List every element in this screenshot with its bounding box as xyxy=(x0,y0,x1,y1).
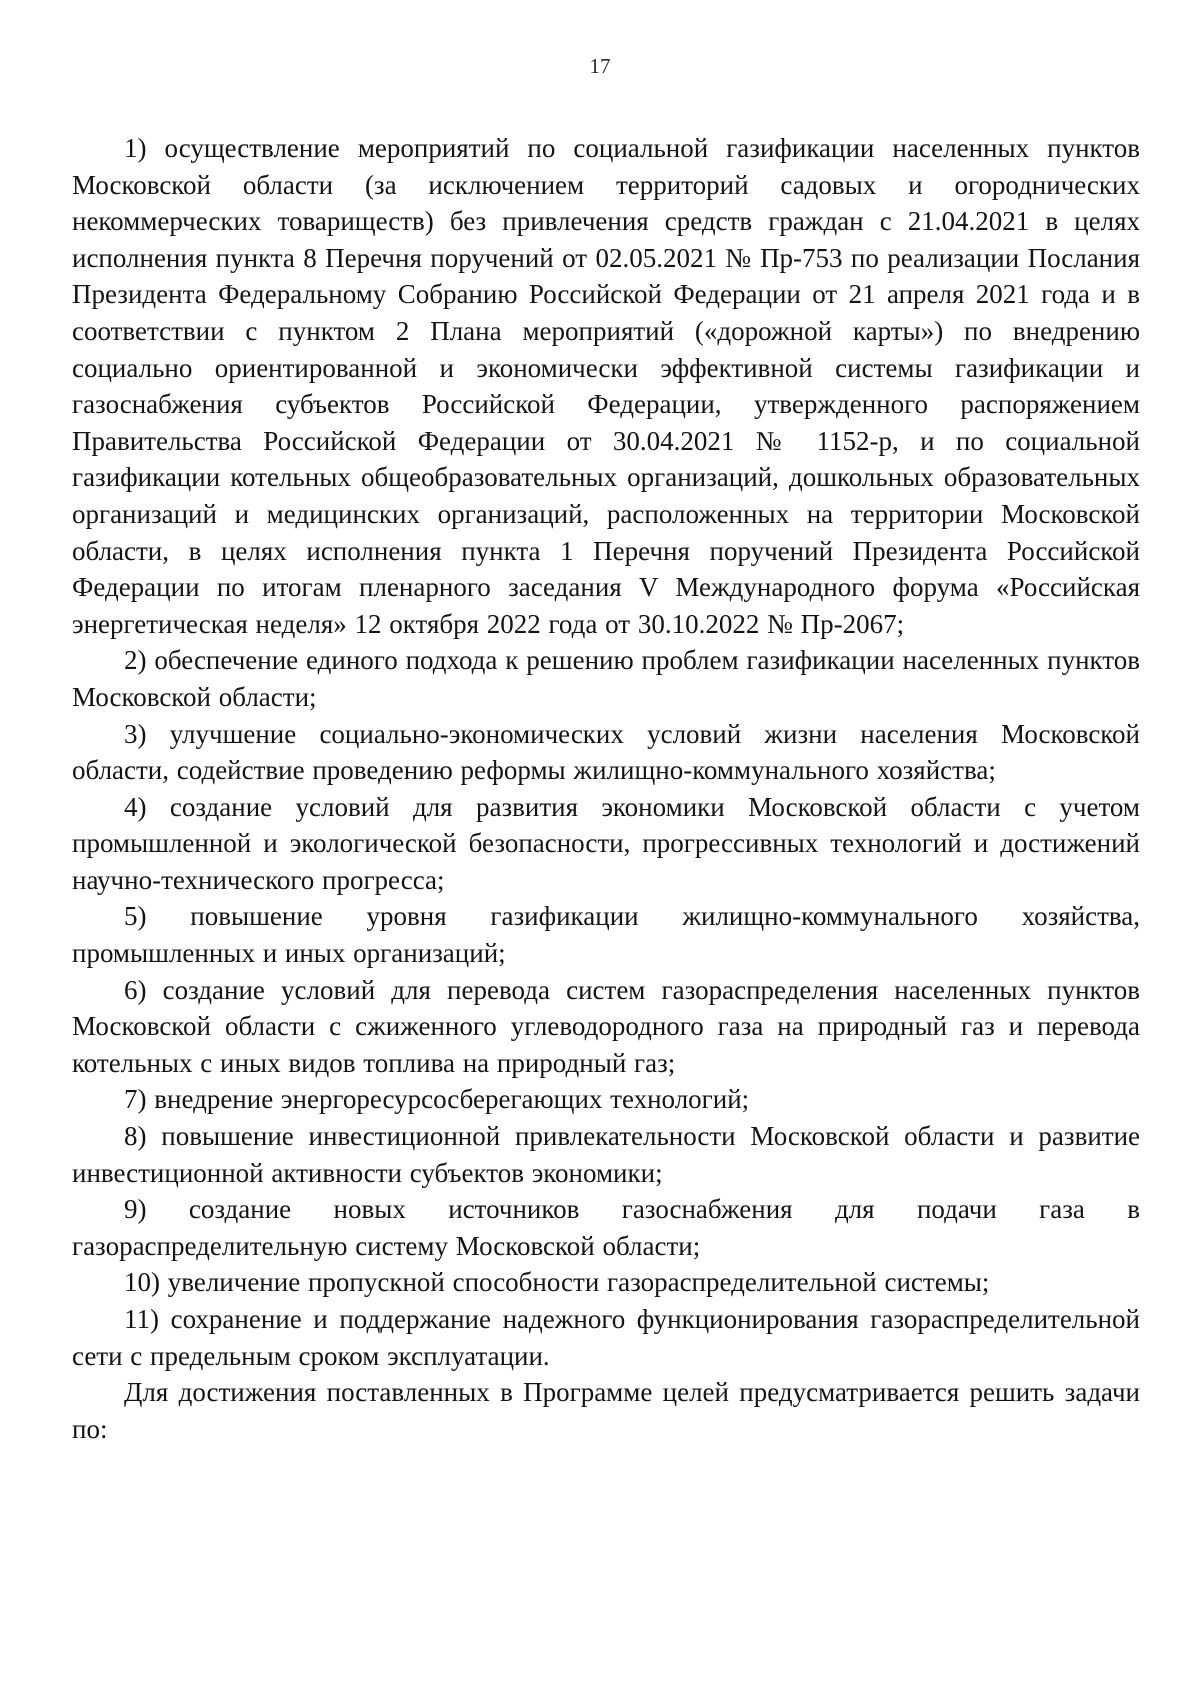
list-item-number: 10) xyxy=(124,1267,160,1298)
list-item-text: улучшение социально-экономических условий жизни населения Московской области, содействие проведению реформы жилищно-коммунального хозяйства; xyxy=(72,718,1141,786)
list-item-text: повышение инвестиционной привлекательности Московской области и развитие инвестиционной активности субъектов экономики; xyxy=(72,1121,1141,1188)
list-item xyxy=(72,1191,1140,1264)
list-item-number: 11) xyxy=(124,1304,159,1334)
list-item-text: создание условий для перевода систем газораспределения населенных пунктов Московской области с сжиженного углеводородного газа на природный газ и перевода котельных с иных видов топлива на природный газ; xyxy=(72,974,1140,1078)
list-item xyxy=(72,972,1140,1082)
list-item xyxy=(72,898,1140,971)
list-item-number: 9) xyxy=(124,1194,147,1225)
list-item xyxy=(72,789,1140,899)
list-item-text: увеличение пропускной способности газораспределительной системы; xyxy=(167,1267,990,1298)
list-item xyxy=(72,1118,1140,1191)
list-item xyxy=(72,130,1140,642)
list-item-number: 8) xyxy=(124,1121,147,1152)
list-item-text: внедрение энергоресурсосберегающих технологий; xyxy=(154,1084,750,1115)
list-item-text: создание условий для развития экономики Московской области с учетом промышленной и экологической безопасности, прогрессивных технологий и достижений научно-технического прогресса; xyxy=(72,791,1141,895)
list-item-text: осуществление мероприятий по социальной газификации населенных пунктов Московской области (за исключением территорий садовых и огороднических некоммерческих товариществ) без привлечения средств граждан с 21.04.2021 в целях исполнения пункта 8 Перечня поручений от 02.05.2021 № Пр-753 по реализации Послания Президента Федеральному Собранию Российской Федерации от 21 апреля 2021 года и в соответствии с пунктом 2 Плана мероприятий («дорожной карты») по внедрению социально ориентированной и экономически эффективной системы газификации и газоснабжения субъектов Российской Федерации, утвержденного распоряжением Правительства Российской Федерации от 30.04.2021 № 1152-р, и по социальной газификации котельных общеобразовательных организаций, дошкольных образовательных организаций и медицинских организаций, расположенных на территории Московской области, в целях исполнения пункта 1 Перечня поручений Президента Российской Федерации по итогам пленарного заседания V Международного форума «Российская энергетическая неделя» 12 октября 2022 года от 30.10.2022 № Пр-2067; xyxy=(72,133,1141,639)
document-body xyxy=(72,130,1140,1447)
list-item xyxy=(72,1301,1140,1374)
list-item-number: 7) xyxy=(124,1084,147,1115)
list-item xyxy=(72,716,1140,789)
list-item-text: обеспечение единого подхода к решению проблем газификации населенных пунктов Московской области; xyxy=(72,645,1141,712)
list-item-number: 4) xyxy=(124,791,147,822)
list-item-text: повышение уровня газификации жилищно-коммунального хозяйства, промышленных и иных организаций; xyxy=(72,901,1141,969)
list-item-number: 3) xyxy=(124,718,147,749)
list-item-number: 5) xyxy=(124,901,147,932)
closing-paragraph: Для достижения поставленных в Программе целей предусматривается решить задачи по: xyxy=(72,1377,1140,1444)
list-item xyxy=(72,642,1140,715)
list-item-number: 2) xyxy=(124,645,147,676)
list-item xyxy=(72,1081,1140,1118)
list-item xyxy=(72,1264,1140,1301)
list-item-number: 6) xyxy=(124,974,147,1005)
list-item-number: 1) xyxy=(124,133,147,163)
list-item-text: создание новых источников газоснабжения для подачи газа в газораспределительную систему Московской области; xyxy=(72,1194,1140,1261)
page-number: 17 xyxy=(589,54,611,78)
list-item-text: сохранение и поддержание надежного функционирования газораспределительной сети с предельным сроком эксплуатации. xyxy=(72,1304,1140,1371)
